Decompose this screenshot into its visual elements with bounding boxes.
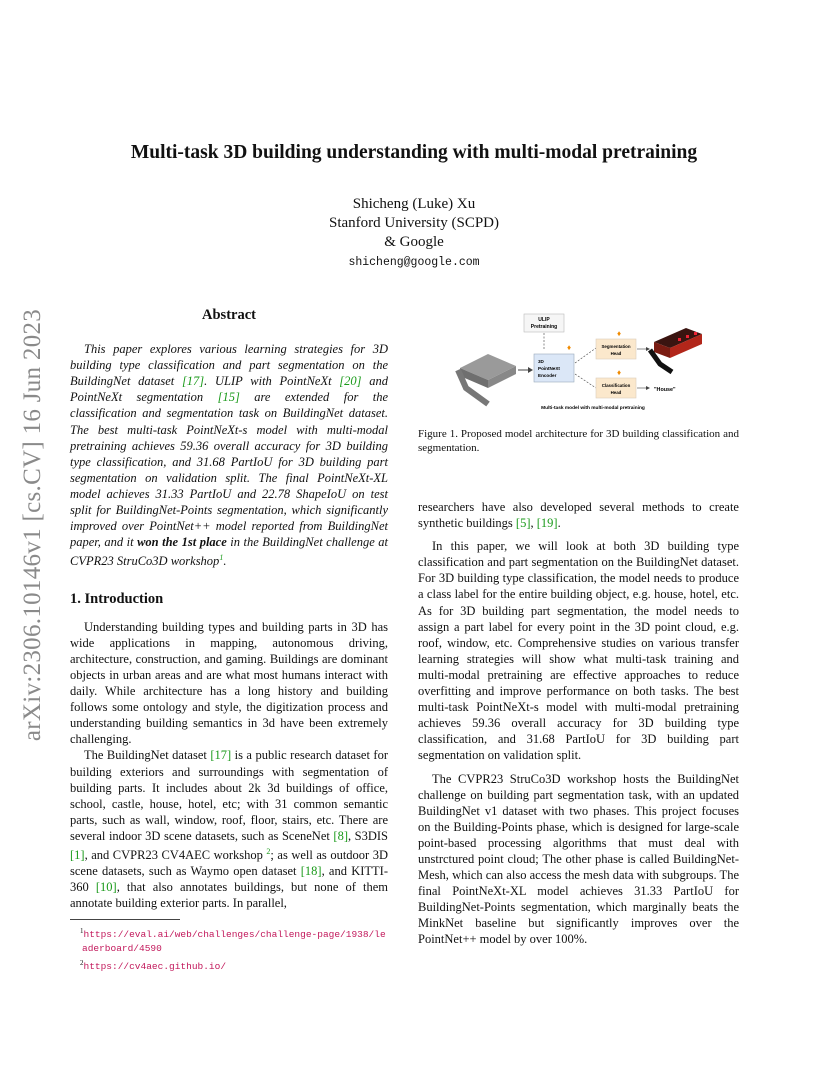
fire-icon: ♦ [567, 343, 572, 352]
segmentation-head-box [596, 339, 636, 359]
classification-head-label: Classification [601, 383, 631, 388]
citation-link[interactable]: [15] [217, 390, 240, 405]
intro-paragraph: The BuildingNet dataset [17] is a public research dataset for building exteriors and surroundings with segmentation of building parts. It includes about 2k 3d buildings of office, school, castle, house, hotel, etc; with 31 common semantic parts, such as wall, window, roof, floor, stairs, etc. There are several indoor 3D scene datasets, such as SceneNet [8], S3DIS [1], and CVPR23 CV4AEC workshop $^2$; as well as outdoor 3D scene datasets, such as Waymo open dataset [18], and KITTI-360 [10], that also annotates buildings, but none of them annotate building exterior parts. In parallel, [70, 748, 389, 911]
arxiv-id: arXiv:2306.10146v1 [cs.CV] 16 Jun 2023 [19, 308, 46, 742]
classification-output: "House" [654, 387, 676, 393]
fire-icon: ♦ [617, 329, 622, 338]
architecture-diagram [448, 308, 738, 414]
diagram-subcaption: Multi-task model with multi-modal pretraining [541, 406, 645, 411]
arxiv-sidebar-stamp [14, 290, 52, 760]
fire-icon: ♦ [617, 368, 622, 377]
citation-link[interactable]: [20] [339, 374, 362, 389]
figure-caption: Figure 1. Proposed model architecture for 3D building classification and segmentation. [418, 428, 739, 455]
citation-link[interactable]: [1] [70, 848, 85, 863]
citation-link[interactable]: [19] [536, 516, 558, 531]
footnote-rule [70, 919, 180, 920]
left-column [70, 307, 388, 912]
ulip-label: ULIP [538, 317, 550, 323]
paper-title: Multi-task 3D building understanding with multi-modal pretraining [130, 142, 698, 163]
citation-link[interactable]: [5] [515, 516, 531, 531]
body-paragraph: The CVPR23 StruCo3D workshop hosts the BuildingNet challenge on building part segmentation task, with an updated BuildingNet v1 dataset with two phases. This project focuses on the Building-Points phase, which is designed for large-scale point-based processing algorithms that must deal with unstrctured point cloud; The other phase is called BuildingNet-Mesh, which can also access the mesh data with subgroups. The final PointNeXt-XL model achieves 31.33 PartIoU for BuildingNet-Points segmentation, which marginally beats the MinkNet baseline but significantly improves over the PointNet++ model by over 100%. [418, 771, 739, 947]
footnote-link[interactable]: https://cv4aec.github.io/ [83, 961, 227, 973]
point-cloud-input [458, 354, 516, 404]
classification-head-box [596, 378, 636, 398]
svg-text:Head: Head [610, 390, 622, 395]
citation-link[interactable]: [8] [333, 828, 348, 843]
section-heading-introduction: 1. Introduction [70, 590, 164, 607]
continued-paragraph: researchers have also developed several methods to create synthetic buildings [5], [19]. [418, 500, 739, 531]
footnote-mark[interactable]: 2 [266, 846, 271, 856]
segmented-building-output [650, 328, 702, 372]
segmentation-head-label: Segmentation [601, 344, 631, 349]
svg-text:PointNeXt: PointNeXt [538, 366, 560, 371]
body-paragraph: In this paper, we will look at both 3D building type classification and part segmentation on the BuildingNet dataset. For 3D building type classification, the model needs to produce a class label for the entire building object, e.g. house, hotel, etc. As for 3D building part segmentation, the model needs to assign a part label for every point in the 3D point cloud, e.g. roof, window, etc. Comprehensive studies on various transfer learning strategies will show what multi-task training and multi-modal pretraining are effective approaches to reduce overfitting and improve performance on both tasks. The best multi-task PointNeXt-s model with multi-modal pretraining achieves 59.36 overall accuracy for 3D building type classification, and 31.68 PartIoU for 3D building part segmentation on validation split. [418, 539, 739, 763]
footnote-mark[interactable]: 1 [219, 553, 224, 563]
footnotes: $^1$https://eval.ai/web/challenges/challenge-page/1938/leaderboard/4590 $^2$https://cv4aec.github.io/ [80, 927, 386, 973]
svg-text:Head: Head [610, 351, 622, 356]
author-name: Shicheng (Luke) Xu [352, 196, 476, 212]
architecture-figure [448, 308, 738, 414]
intro-paragraph: Understanding building types and building parts in 3D has wide applications in mapping, autonomous driving, architecture, construction, and gaming. Buildings are dominant objects in urban areas and are what most humans interact with daily. While architecture has a long history and building follows some ontology and style, the digitization process and understanding building semantics in 3d have been extremely challenging. [70, 619, 388, 747]
citation-link[interactable]: [17] [181, 374, 205, 389]
author-company: & Google [384, 234, 444, 250]
abstract-heading: Abstract [202, 307, 256, 323]
author-affiliation: Stanford University (SCPD) [329, 215, 499, 231]
citation-link[interactable]: [18] [300, 864, 322, 879]
citation-link[interactable]: [10] [95, 880, 117, 895]
author-email: shicheng@google.com [348, 256, 480, 269]
citation-link[interactable]: [17] [210, 748, 232, 763]
abstract-highlight: won the 1st place [137, 535, 227, 550]
footnote-link[interactable]: https://eval.ai/web/challenges/challenge-page/1938/leaderboard/4590 [82, 929, 386, 955]
encoder-label: 3D [538, 359, 544, 364]
svg-text:Encoder: Encoder [538, 373, 557, 378]
pretraining-label: Pretraining [530, 324, 558, 330]
right-column [418, 499, 739, 948]
abstract-text: This paper explores various learning strategies for 3D building type classification and part segmentation on the BuildingNet dataset [17]. ULIP with PointNeXt [20] and PointNeXt segmentation [15] are extended for the classification and segmentation task on BuildingNet dataset. The best multi-task PointNeXt-s model with multi-modal pretraining achieves 59.36 overall accuracy for 3D building type classification, and 31.68 PartIoU for 3D building part segmentation on validation split. The final PointNeXt-XL model achieves 31.33 PartIoU and 22.78 ShapeIoU on test split for BuildingNet-Points segmentation, which significantly improved over PointNet++ model reported from BuildingNet paper, and it won the 1st place in the BuildingNet challenge at CVPR23 StruCo3D workshop$^1$. [70, 342, 388, 569]
